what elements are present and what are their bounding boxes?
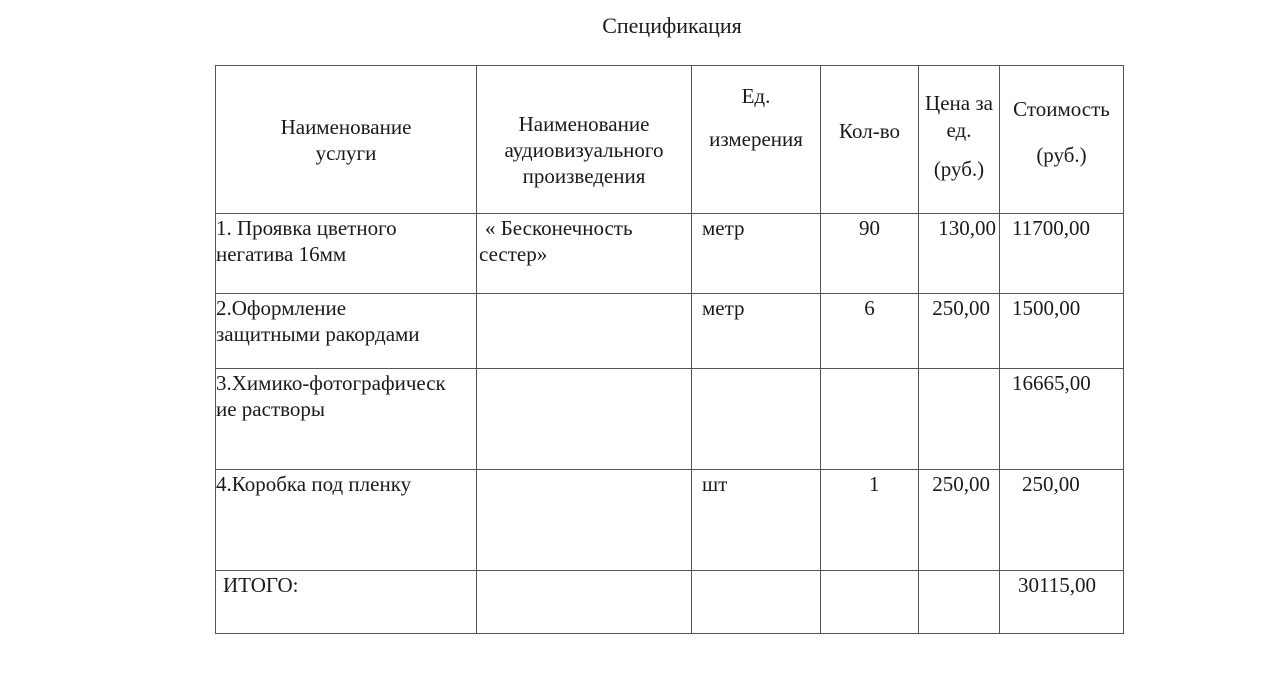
header-cost: [1000, 66, 1124, 214]
table-row: [216, 369, 1124, 470]
cell-cost: 250,00: [1000, 470, 1124, 571]
cell-service: [216, 294, 477, 369]
header-price-line: (руб.): [933, 157, 985, 181]
cell-service: [216, 214, 477, 294]
table-row: [216, 470, 1124, 571]
header-cost-line: Стоимость: [1013, 97, 1110, 121]
header-service-name-line: Наименование: [280, 114, 412, 139]
header-qty-label: Кол-во: [839, 119, 900, 143]
cell-unit: метр: [692, 214, 821, 294]
document-title: Спецификация: [602, 13, 742, 38]
cell-qty: [821, 369, 919, 470]
cell-price: 250,00: [919, 470, 1000, 571]
cell-qty: 6: [821, 294, 919, 369]
header-service-name-line: услуги: [315, 140, 377, 165]
cell-unit: [692, 369, 821, 470]
cell-service-line: негатива 16мм: [216, 242, 347, 266]
header-cost-line: (руб.): [1036, 143, 1087, 167]
cell-av-work: [477, 369, 692, 470]
header-unit-line: Ед.: [741, 84, 771, 108]
table-row: [216, 294, 1124, 369]
header-qty: [821, 66, 919, 214]
cell-price: 250,00: [919, 294, 1000, 369]
header-price-line: Цена за: [925, 91, 993, 115]
cell-service-line: ие растворы: [216, 397, 326, 421]
cell-price: [919, 571, 1000, 634]
cell-cost: 16665,00: [1000, 369, 1124, 470]
header-price: [919, 66, 1000, 214]
cell-service-line: 1. Проявка цветного: [216, 216, 397, 240]
header-service-name: [216, 66, 477, 214]
cell-av-work-line: сестер»: [479, 242, 548, 266]
cell-service-line: 3.Химико-фотографическ: [216, 371, 446, 395]
cell-price: [919, 369, 1000, 470]
header-unit-line: измерения: [709, 127, 803, 151]
table-header-row: [216, 66, 1124, 214]
cell-cost: 11700,00: [1000, 214, 1124, 294]
cell-av-work-line: « Бесконечность: [485, 216, 633, 240]
header-av-work-line: аудиовизуального: [504, 137, 664, 162]
cell-av-work: [477, 470, 692, 571]
table-row: [216, 214, 1124, 294]
cell-cost: 1500,00: [1000, 294, 1124, 369]
cell-qty: 90: [821, 214, 919, 294]
cell-qty: [821, 571, 919, 634]
specification-table: [215, 65, 1124, 634]
table-total-row: [216, 571, 1124, 634]
cell-qty: 1: [821, 470, 919, 571]
total-label: ИТОГО:: [216, 571, 477, 634]
cell-unit: [692, 571, 821, 634]
cell-service: [216, 369, 477, 470]
header-unit: [692, 66, 821, 214]
total-cost: 30115,00: [1000, 571, 1124, 634]
cell-service-line: 4.Коробка под пленку: [216, 472, 412, 496]
header-price-line: ед.: [946, 118, 972, 142]
cell-av-work: [477, 214, 692, 294]
cell-av-work: [477, 571, 692, 634]
cell-unit: шт: [692, 470, 821, 571]
header-av-work: [477, 66, 692, 214]
cell-service-line: 2.Оформление: [216, 296, 347, 320]
cell-price: 130,00: [919, 214, 1000, 294]
cell-unit: метр: [692, 294, 821, 369]
cell-av-work: [477, 294, 692, 369]
header-av-work-line: произведения: [522, 163, 646, 188]
cell-service-line: защитными ракордами: [216, 322, 420, 346]
cell-service: [216, 470, 477, 571]
header-av-work-line: Наименование: [518, 111, 650, 136]
